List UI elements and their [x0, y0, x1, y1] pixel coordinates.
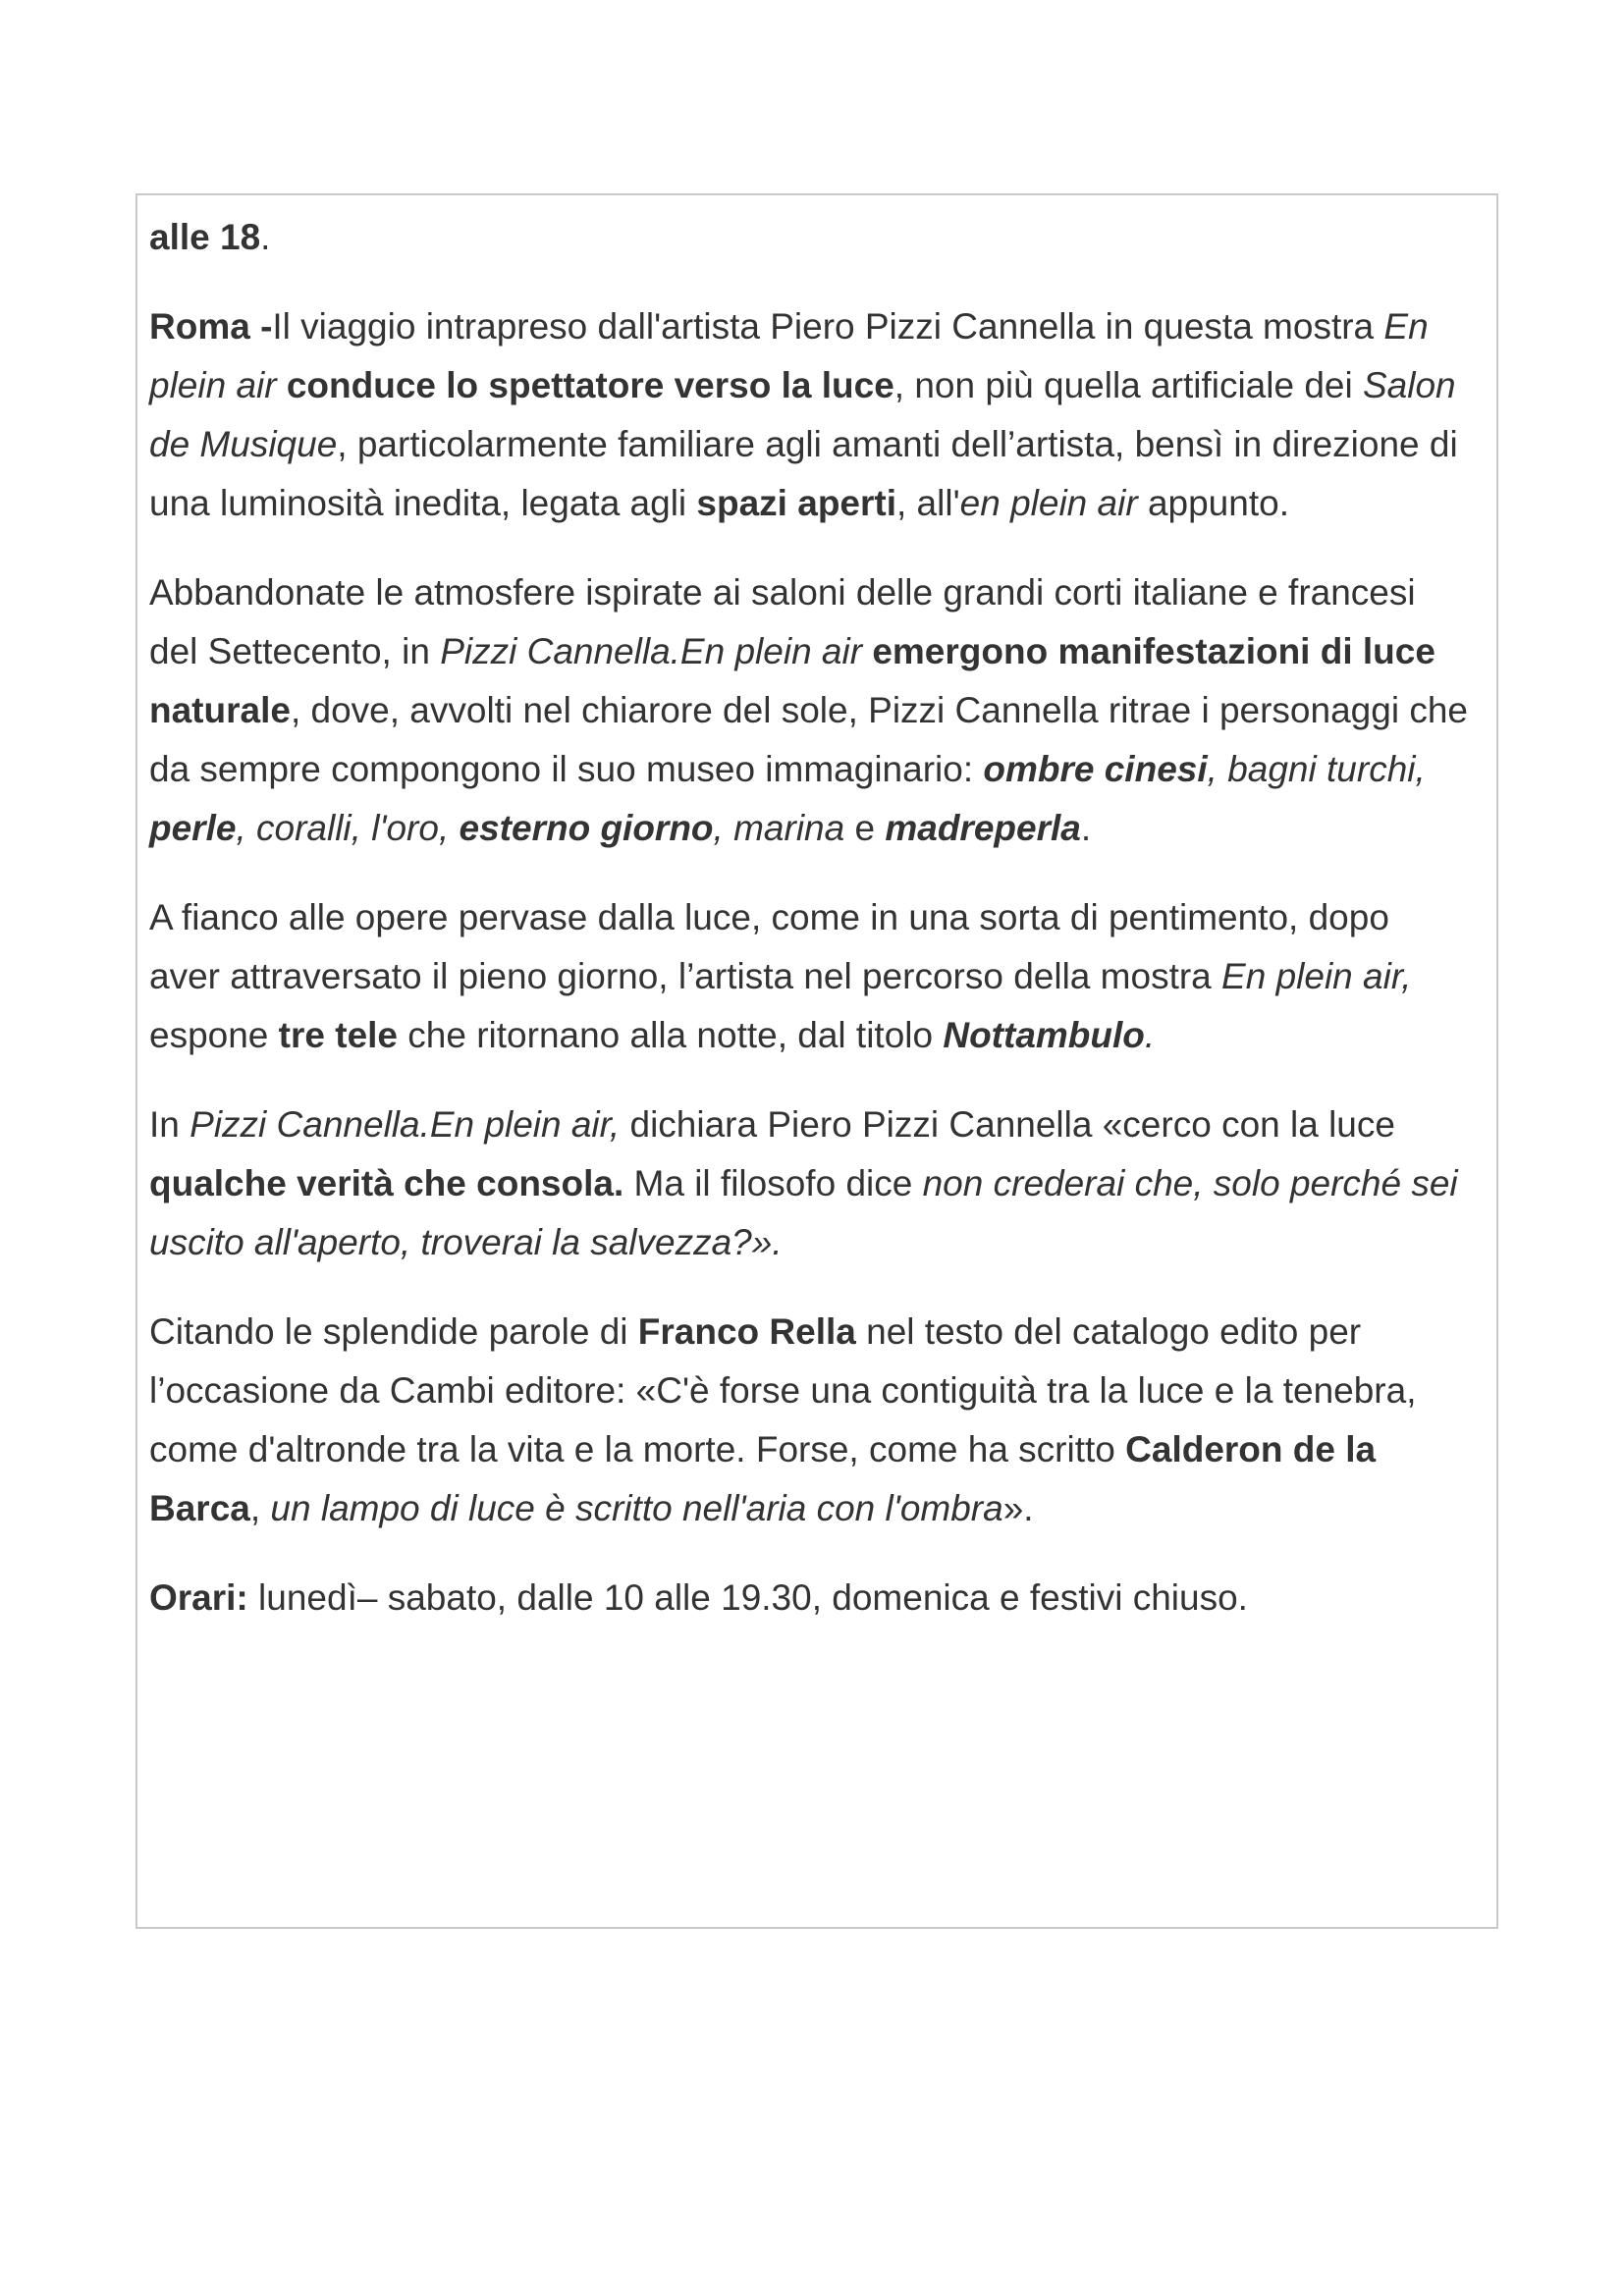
paragraph-night: A fianco alle opere pervase dalla luce, come in una sorta di pentimento, dopo aver attraversato il pieno giorno, l’artista nel percorso della mostra En plein air, espone tre tele che ritornano alla notte, dal titolo Nottambulo.: [149, 897, 1412, 1055]
paragraph-catalogue: Citando le splendide parole di Franco Rella nel testo del catalogo edito per l’occasione da Cambi editore: «C'è forse una contiguità tra la luce e la tenebra, come d'altronde tra la vita e la morte. Forse, come ha scritto Calderon de la Barca, un lampo di luce è scritto nell'aria con l'ombra».: [149, 1311, 1417, 1528]
paragraph-hours: Orari: lunedì– sabato, dalle 10 alle 19.30, domenica e festivi chiuso.: [149, 1577, 1248, 1618]
paragraph-quote: In Pizzi Cannella.En plein air, dichiara Piero Pizzi Cannella «cerco con la luce qualche verità che consola. Ma il filosofo dice non crederai che, solo perché sei uscito all'aperto, troverai la salvezza?».: [149, 1104, 1458, 1262]
paragraph-intro: Roma -Il viaggio intrapreso dall'artista Piero Pizzi Cannella in questa mostra En plein air conduce lo spettatore verso la luce, non più quella artificiale dei Salon de Musique, particolarmente familiare agli amanti dell’artista, bensì in direzione di una luminosità inedita, legata agli spazi aperti, all'en plein air appunto.: [149, 306, 1458, 523]
article-box: [135, 193, 1498, 1929]
paragraph-time: alle 18.: [149, 217, 271, 257]
paragraph-atmosphere: Abbandonate le atmosfere ispirate ai saloni delle grandi corti italiane e francesi del Settecento, in Pizzi Cannella.En plein air emergono manifestazioni di luce naturale, dove, avvolti nel chiarore del sole, Pizzi Cannella ritrae i personaggi che da sempre compongono il suo museo immaginario: ombre cinesi, bagni turchi, perle, coralli, l'oro, esterno giorno, marina e madreperla.: [149, 572, 1468, 848]
